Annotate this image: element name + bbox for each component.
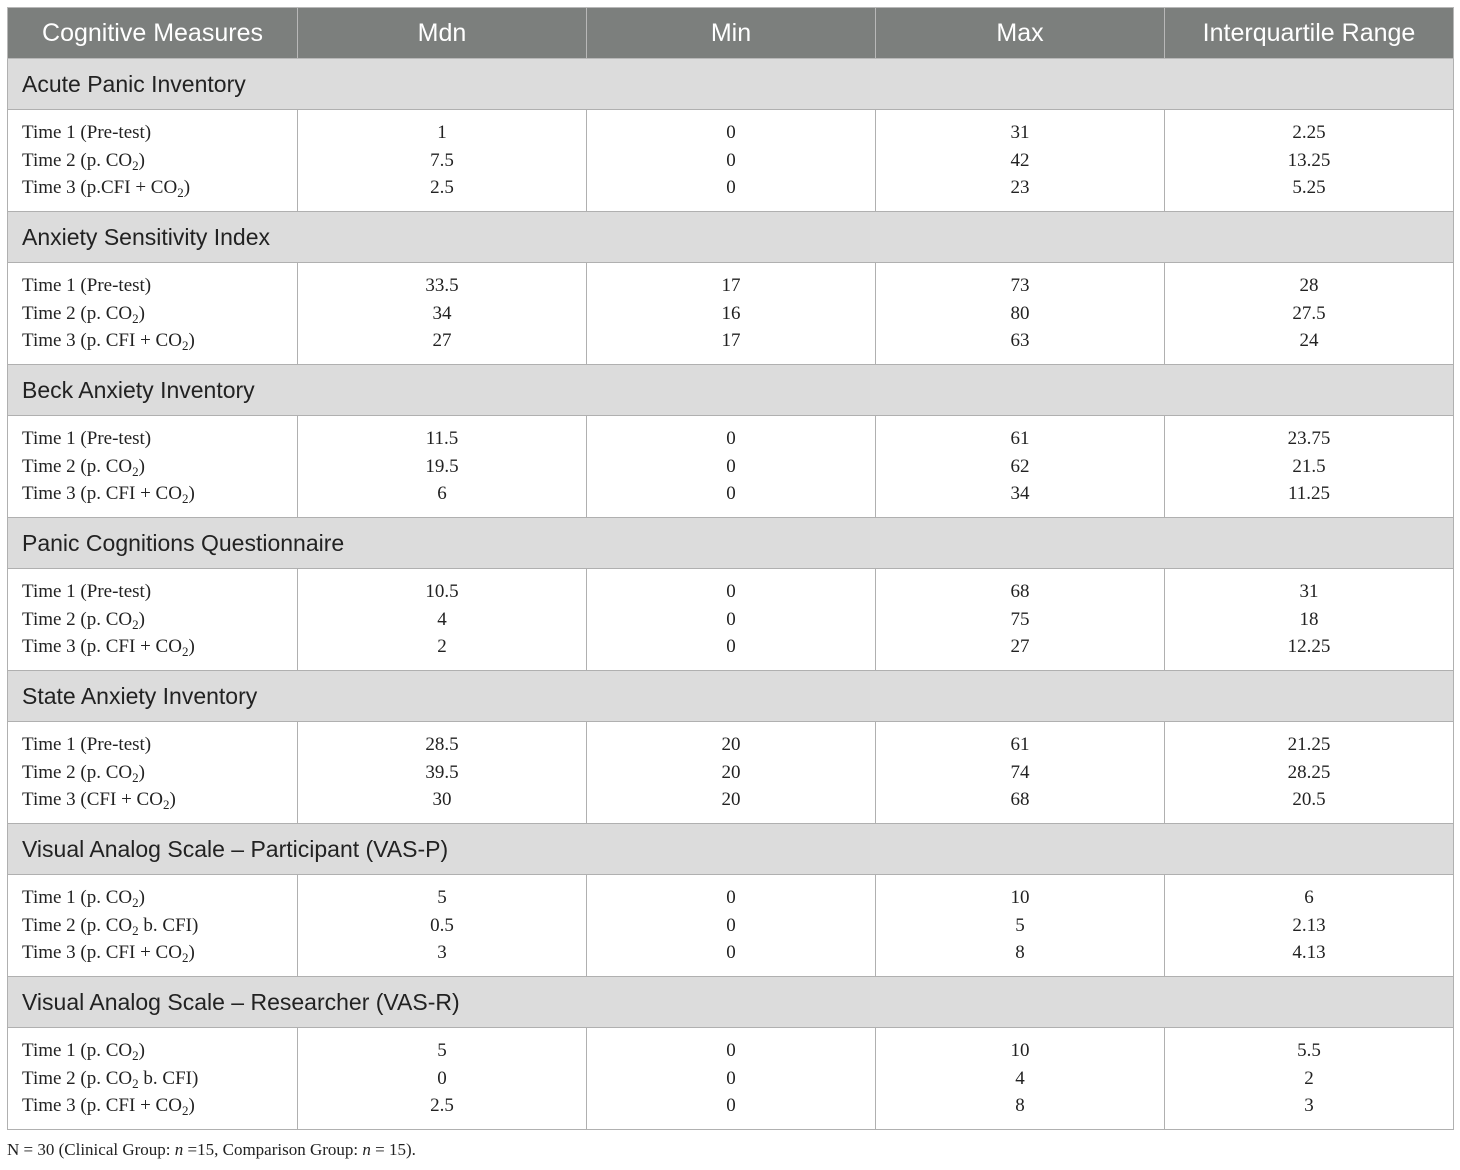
time-label: Time 2 (p. $CO_2$) xyxy=(22,761,145,785)
column-header-mdn: Mdn xyxy=(298,8,587,59)
min-value: 0 xyxy=(726,636,736,658)
iqr-values-cell xyxy=(1165,875,1454,977)
group-title-state-anxiety-inventory: State Anxiety Inventory xyxy=(8,671,1454,722)
max-values-cell xyxy=(876,569,1165,671)
group-title-anxiety-sensitivity-index: Anxiety Sensitivity Index xyxy=(8,212,1454,263)
group-data-row xyxy=(8,263,1454,365)
max-value: 8 xyxy=(1015,942,1025,964)
mdn-value: 27 xyxy=(432,330,452,352)
group-title-beck-anxiety-inventory: Beck Anxiety Inventory xyxy=(8,365,1454,416)
iqr-value: 18 xyxy=(1299,608,1319,630)
mdn-values-cell xyxy=(298,263,587,365)
max-value: 23 xyxy=(1010,177,1030,199)
iqr-value: 6 xyxy=(1304,886,1314,908)
iqr-value: 21.5 xyxy=(1292,455,1326,477)
time-labels-cell xyxy=(8,1028,298,1130)
max-value: 73 xyxy=(1010,274,1030,296)
time-label: Time 2 (p. $CO_2$) xyxy=(22,149,145,173)
min-values-cell xyxy=(587,722,876,824)
group-data-row xyxy=(8,569,1454,671)
min-value: 16 xyxy=(721,302,741,324)
iqr-value: 5.5 xyxy=(1297,1039,1321,1061)
group-data-row xyxy=(8,110,1454,212)
max-value: 4 xyxy=(1015,1067,1025,1089)
table-body xyxy=(8,59,1454,1130)
iqr-value: 28.25 xyxy=(1287,761,1331,783)
time-label: Time 1 (Pre-test) xyxy=(22,580,152,602)
min-value: 17 xyxy=(721,274,741,296)
iqr-value: 2 xyxy=(1304,1067,1314,1089)
min-value: 0 xyxy=(726,483,736,505)
mdn-value: 34 xyxy=(432,302,452,324)
min-value: 0 xyxy=(726,914,736,936)
iqr-value: 24 xyxy=(1299,330,1319,352)
column-header-cognitive-measures: Cognitive Measures xyxy=(8,8,298,59)
group-header-row xyxy=(8,671,1454,722)
mdn-values-cell xyxy=(298,1028,587,1130)
max-value: 42 xyxy=(1010,149,1030,171)
min-values-cell xyxy=(587,416,876,518)
iqr-value: 28 xyxy=(1299,274,1319,296)
time-label: Time 1 (Pre-test) xyxy=(22,427,152,449)
max-value: 68 xyxy=(1010,789,1030,811)
min-values-cell xyxy=(587,263,876,365)
iqr-values-cell xyxy=(1165,110,1454,212)
min-value: 17 xyxy=(721,330,741,352)
iqr-value: 12.25 xyxy=(1287,636,1331,658)
column-header-max: Max xyxy=(876,8,1165,59)
iqr-value: 4.13 xyxy=(1292,942,1326,964)
time-label: Time 1 (Pre-test) xyxy=(22,274,152,296)
time-label: Time 3 $(p.CFI + CO_2)$ xyxy=(22,177,191,201)
group-title-acute-panic-inventory: Acute Panic Inventory xyxy=(8,59,1454,110)
max-values-cell xyxy=(876,263,1165,365)
mdn-value: 11.5 xyxy=(425,427,459,449)
max-value: 31 xyxy=(1010,121,1030,143)
group-data-row xyxy=(8,875,1454,977)
iqr-value: 13.25 xyxy=(1287,149,1331,171)
time-labels-cell xyxy=(8,569,298,671)
min-value: 20 xyxy=(721,789,741,811)
time-labels-cell xyxy=(8,875,298,977)
mdn-value: 6 xyxy=(437,483,447,505)
mdn-value: 28.5 xyxy=(425,733,459,755)
max-value: 63 xyxy=(1010,330,1030,352)
max-value: 80 xyxy=(1010,302,1030,324)
min-value: 0 xyxy=(726,1039,736,1061)
min-value: 0 xyxy=(726,149,736,171)
mdn-value: 4 xyxy=(437,608,447,630)
iqr-values-cell xyxy=(1165,722,1454,824)
column-header-interquartile-range: Interquartile Range xyxy=(1165,8,1454,59)
time-label: Time 2 (p. $CO_2$) xyxy=(22,608,145,632)
mdn-value: 33.5 xyxy=(425,274,459,296)
min-value: 0 xyxy=(726,177,736,199)
mdn-value: 2.5 xyxy=(430,1095,454,1117)
max-value: 10 xyxy=(1010,1039,1030,1061)
time-label: Time 2 (p. $CO_2$ b. CFI) xyxy=(22,914,199,938)
mdn-value: 19.5 xyxy=(425,455,459,477)
min-value: 20 xyxy=(721,761,741,783)
table-footnote: N = 30 (Clinical Group: n =15, Comparison Group: n = 15). xyxy=(7,1140,416,1159)
mdn-value: 5 xyxy=(437,886,447,908)
time-labels-cell xyxy=(8,416,298,518)
min-value: 0 xyxy=(726,455,736,477)
group-header-row xyxy=(8,824,1454,875)
time-label: Time 1 (Pre-test) xyxy=(22,121,152,143)
mdn-value: 0 xyxy=(437,1067,447,1089)
max-values-cell xyxy=(876,722,1165,824)
mdn-value: 3 xyxy=(437,942,447,964)
group-title-panic-cognitions-questionnaire: Panic Cognitions Questionnaire xyxy=(8,518,1454,569)
min-values-cell xyxy=(587,569,876,671)
italic-n: n xyxy=(174,1140,184,1159)
max-values-cell xyxy=(876,875,1165,977)
mdn-value: 30 xyxy=(432,789,452,811)
header-row xyxy=(8,8,1454,59)
group-header-row xyxy=(8,59,1454,110)
group-header-row xyxy=(8,212,1454,263)
min-value: 0 xyxy=(726,1067,736,1089)
max-value: 8 xyxy=(1015,1095,1025,1117)
descriptive-statistics-table xyxy=(7,7,1454,1130)
group-title-visual-analog-scale-participant-vas-p: Visual Analog Scale – Participant (VAS-P) xyxy=(8,824,1454,875)
min-value: 20 xyxy=(721,733,741,755)
time-label: Time 1 (Pre-test) xyxy=(22,733,152,755)
min-value: 0 xyxy=(726,942,736,964)
min-value: 0 xyxy=(726,580,736,602)
mdn-values-cell xyxy=(298,569,587,671)
time-label: Time 3 (p. CFI + $CO_2$) xyxy=(22,942,195,966)
iqr-value: 11.25 xyxy=(1287,483,1331,505)
mdn-value: 0.5 xyxy=(430,914,454,936)
group-title-visual-analog-scale-researcher-vas-r: Visual Analog Scale – Researcher (VAS-R) xyxy=(8,977,1454,1028)
iqr-values-cell xyxy=(1165,569,1454,671)
min-value: 0 xyxy=(726,1095,736,1117)
max-values-cell xyxy=(876,110,1165,212)
mdn-value: 1 xyxy=(437,121,447,143)
iqr-value: 2.25 xyxy=(1292,121,1326,143)
mdn-value: 2.5 xyxy=(430,177,454,199)
group-header-row xyxy=(8,365,1454,416)
time-label: Time 2 (p. $CO_2$) xyxy=(22,302,145,326)
time-label: Time 3 (p. CFI + $CO_2$) xyxy=(22,1095,195,1119)
group-header-row xyxy=(8,518,1454,569)
mdn-values-cell xyxy=(298,416,587,518)
max-value: 5 xyxy=(1015,914,1025,936)
mdn-value: 10.5 xyxy=(425,580,459,602)
group-data-row xyxy=(8,416,1454,518)
iqr-values-cell xyxy=(1165,416,1454,518)
time-labels-cell xyxy=(8,110,298,212)
min-value: 0 xyxy=(726,427,736,449)
mdn-values-cell xyxy=(298,722,587,824)
column-header-min: Min xyxy=(587,8,876,59)
max-value: 62 xyxy=(1010,455,1030,477)
iqr-value: 31 xyxy=(1299,580,1319,602)
min-value: 0 xyxy=(726,608,736,630)
max-value: 75 xyxy=(1010,608,1030,630)
min-value: 0 xyxy=(726,886,736,908)
iqr-value: 21.25 xyxy=(1287,733,1331,755)
iqr-values-cell xyxy=(1165,263,1454,365)
max-values-cell xyxy=(876,1028,1165,1130)
mdn-value: 39.5 xyxy=(425,761,459,783)
max-value: 68 xyxy=(1010,580,1030,602)
iqr-value: 5.25 xyxy=(1292,177,1326,199)
mdn-values-cell xyxy=(298,110,587,212)
max-value: 34 xyxy=(1010,483,1030,505)
iqr-values-cell xyxy=(1165,1028,1454,1130)
max-value: 10 xyxy=(1010,886,1030,908)
iqr-value: 2.13 xyxy=(1292,914,1326,936)
time-label: Time 3 (p. CFI + $CO_2$) xyxy=(22,330,195,354)
time-label: Time 3 $(CFI + CO_2)$ xyxy=(22,789,176,813)
time-labels-cell xyxy=(8,722,298,824)
min-values-cell xyxy=(587,875,876,977)
group-data-row xyxy=(8,722,1454,824)
iqr-value: 3 xyxy=(1304,1095,1314,1117)
mdn-value: 7.5 xyxy=(430,149,454,171)
mdn-value: 2 xyxy=(437,636,447,658)
time-label: Time 2 (p. $CO_2$ b. CFI) xyxy=(22,1067,199,1091)
time-label: Time 1 (p. $CO_2$) xyxy=(22,1039,145,1063)
iqr-value: 20.5 xyxy=(1292,789,1326,811)
iqr-value: 27.5 xyxy=(1292,302,1326,324)
max-values-cell xyxy=(876,416,1165,518)
time-label: Time 1 (p. $CO_2$) xyxy=(22,886,145,910)
time-label: Time 2 (p. $CO_2$) xyxy=(22,455,145,479)
max-value: 74 xyxy=(1010,761,1030,783)
time-label: Time 3 (p. CFI + $CO_2$) xyxy=(22,636,195,660)
group-data-row xyxy=(8,1028,1454,1130)
group-header-row xyxy=(8,977,1454,1028)
max-value: 61 xyxy=(1010,427,1030,449)
min-values-cell xyxy=(587,110,876,212)
mdn-value: 5 xyxy=(437,1039,447,1061)
min-value: 0 xyxy=(726,121,736,143)
max-value: 27 xyxy=(1010,636,1030,658)
mdn-values-cell xyxy=(298,875,587,977)
max-value: 61 xyxy=(1010,733,1030,755)
time-labels-cell xyxy=(8,263,298,365)
min-values-cell xyxy=(587,1028,876,1130)
iqr-value: 23.75 xyxy=(1287,427,1331,449)
time-label: Time 3 (p. CFI + $CO_2$) xyxy=(22,483,195,507)
italic-n: n xyxy=(362,1140,371,1159)
